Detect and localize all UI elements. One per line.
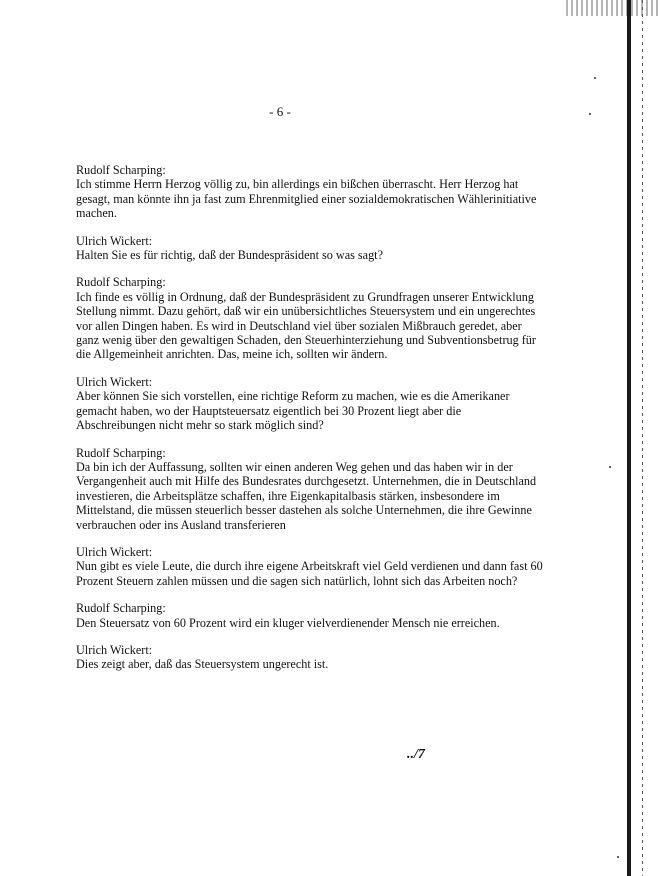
utterance-text: Aber können Sie sich vorstellen, eine richtige Reform zu machen, wie es die Amerikaner gemacht haben, wo der Hauptsteuersatz eigentlich bei 30 Prozent liegt aber die Abschreibungen nicht mehr so stark möglich sind? <box>76 389 510 433</box>
speaker-name: Rudolf Scharping: <box>76 275 166 290</box>
scan-artifact-edge-line <box>642 0 643 876</box>
scan-artifact-edge-bar <box>627 0 631 876</box>
utterance-text: Ich finde es völlig in Ordnung, daß der Bundespräsident zu Grundfragen unserer Entwicklung Stellung nimmt. Dazu gehört, daß wir ein unübersichtliches Steuersystem und ein ungerechtes vor allen Dingen haben. Es wird in Deutschland viel über sozialen Mißbrauch geredet, aber ganz wenig über den gewaltigen Schaden, den Steuerhinterziehung und Subventionsbetrug für die Allgemeinheit anrichten. Das, meine ich, sollten wir ändern. <box>76 289 536 362</box>
transcript-block <box>76 601 546 630</box>
transcript-block <box>76 545 546 588</box>
utterance-text: Den Steuersatz von 60 Prozent wird ein kluger vielverdienender Mensch nie erreichen. <box>76 615 500 630</box>
speaker-name: Rudolf Scharping: <box>76 445 166 460</box>
scan-speck <box>609 466 611 468</box>
speaker-name: Ulrich Wickert: <box>76 374 153 389</box>
transcript-block <box>76 234 546 263</box>
transcript-block <box>76 163 546 221</box>
utterance-text: Nun gibt es viele Leute, die durch ihre eigene Arbeitskraft viel Geld verdienen und dann fast 60 Prozent Steuern zahlen müssen und die sagen sich natürlich, lohnt sich das Arbeiten noch? <box>76 559 543 588</box>
transcript-block <box>76 275 546 361</box>
utterance-text: Ich stimme Herrn Herzog völlig zu, bin allerdings ein bißchen überrascht. Herr Herzog hat gesagt, man könnte ihn ja fast zum Ehrenmitglied einer sozialdemokratischen Wählerinitiative machen. <box>76 177 537 221</box>
scan-speck <box>617 856 619 858</box>
speaker-name: Ulrich Wickert: <box>76 642 153 657</box>
utterance-text: Halten Sie es für richtig, daß der Bundespräsident so was sagt? <box>76 248 383 263</box>
speaker-name: Ulrich Wickert: <box>76 544 153 559</box>
continuation-mark: ../7 <box>407 747 425 762</box>
speaker-name: Ulrich Wickert: <box>76 233 153 248</box>
scan-speck <box>594 77 596 79</box>
scan-artifact-top <box>566 0 658 16</box>
transcript-block <box>76 643 546 672</box>
utterance-text: Da bin ich der Auffassung, sollten wir einen anderen Weg gehen und das haben wir in der Vergangenheit auch mit Hilfe des Bundesrates durchgesetzt. Unternehmen, die in Deutschland investieren, die Arbeitsplätze schaffen, ihre Eigenkapitalbasis stärken, insbesondere im Mittelstand, die müssen steuerlich besser dastehen als solche Unternehmen, die ihre Gewinne verbrauchen oder ins Ausland transferieren <box>76 459 537 532</box>
scan-speck <box>589 113 591 115</box>
speaker-name: Rudolf Scharping: <box>76 601 166 616</box>
interview-transcript <box>76 163 546 685</box>
speaker-name: Rudolf Scharping: <box>76 163 166 177</box>
transcript-block <box>76 375 546 433</box>
transcript-block <box>76 446 546 532</box>
page-number: - 6 - <box>269 104 291 119</box>
utterance-text: Dies zeigt aber, daß das Steuersystem ungerecht ist. <box>76 657 329 672</box>
